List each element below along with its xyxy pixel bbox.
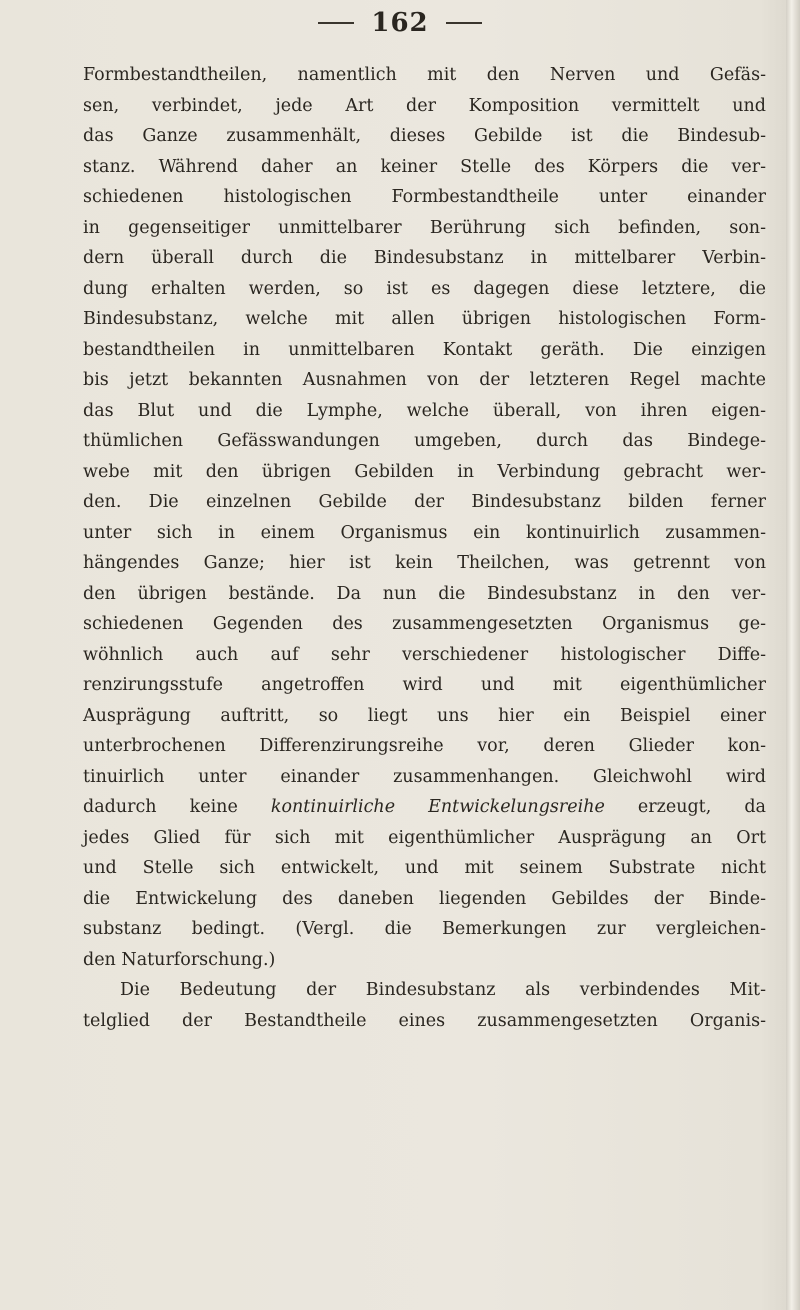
text-line: bis jetzt bekannten Ausnahmen von der letzteren Regel machte	[83, 370, 766, 390]
text-line: sen, verbindet, jede Art der Komposition vermittelt und	[83, 95, 766, 116]
text-line-paragraph-end: den Naturforschung.)	[83, 949, 276, 970]
text-line: das Ganze zusammenhält, dieses Gebilde ist die Bindesub-	[83, 126, 766, 146]
text-line: Formbestandtheilen, namentlich mit den Nerven und Gefäs-	[83, 65, 766, 85]
text-line: dern überall durch die Bindesubstanz in mittelbarer Verbin-	[83, 248, 766, 268]
text-line: thümlichen Gefässwandungen umgeben, durch das Bindege-	[83, 431, 766, 451]
text-line: wöhnlich auch auf sehr verschiedener histologischer Diffe-	[83, 644, 766, 665]
text-line: und Stelle sich entwickelt, und mit seinem Substrate nicht	[83, 858, 766, 878]
text-line: schiedenen histologischen Formbestandtheile unter einander	[83, 187, 766, 207]
text-line: bestandtheilen in unmittelbaren Kontakt geräth. Die einzigen	[83, 339, 766, 360]
body-text	[83, 60, 766, 1036]
text-line: jedes Glied für sich mit eigenthümlicher Ausprägung an Ort	[83, 827, 766, 848]
text-line: in gegenseitiger unmittelbarer Berührung sich befinden, son-	[83, 217, 766, 238]
text-line-with-italic	[83, 792, 766, 823]
text-line: substanz bedingt. (Vergl. die Bemerkungen zur vergleichen-	[83, 919, 766, 939]
text-line: Bindesubstanz, welche mit allen übrigen histologischen Form-	[83, 309, 766, 329]
header-dash-right	[446, 22, 482, 24]
text-line: den übrigen bestände. Da nun die Bindesubstanz in den ver-	[83, 583, 766, 604]
text-line: dung erhalten werden, so ist es dagegen diese letztere, die	[83, 278, 766, 299]
text-line-paragraph-start: Die Bedeutung der Bindesubstanz als verbindendes Mit-	[120, 980, 766, 1000]
text-line: tinuirlich unter einander zusammenhangen. Gleichwohl wird	[83, 766, 766, 787]
text-line: schiedenen Gegenden des zusammengesetzten Organismus ge-	[83, 614, 766, 634]
page-number: 162	[371, 8, 429, 38]
text-line: die Entwickelung des daneben liegenden Gebildes der Binde-	[83, 888, 766, 909]
text-line: stanz. Während daher an keiner Stelle des Körpers die ver-	[83, 156, 766, 177]
text-line: den. Die einzelnen Gebilde der Bindesubstanz bilden ferner	[83, 492, 766, 512]
italic-term: kontinuirliche Entwickelungsreihe	[270, 797, 605, 817]
line-text-before: dadurch keine	[83, 797, 271, 817]
text-line: das Blut und die Lymphe, welche überall, von ihren eigen-	[83, 400, 766, 421]
text-line: hängendes Ganze; hier ist kein Theilchen, was getrennt von	[83, 553, 766, 573]
header-dash-left	[318, 22, 354, 24]
line-text-after: erzeugt, da	[604, 797, 766, 817]
text-line: Ausprägung auftritt, so liegt uns hier ein Beispiel einer	[83, 705, 766, 726]
text-line: unter sich in einem Organismus ein kontinuirlich zusammen-	[83, 522, 766, 543]
text-line: telglied der Bestandtheile eines zusammengesetzten Organis-	[83, 1010, 766, 1031]
page-edge	[786, 0, 800, 1310]
text-line: unterbrochenen Differenzirungsreihe vor, deren Glieder kon-	[83, 736, 766, 756]
text-line: webe mit den übrigen Gebilden in Verbindung gebracht wer-	[83, 461, 766, 482]
page-header	[0, 8, 800, 42]
text-line: renzirungsstufe angetroffen wird und mit eigenthümlicher	[83, 675, 766, 695]
